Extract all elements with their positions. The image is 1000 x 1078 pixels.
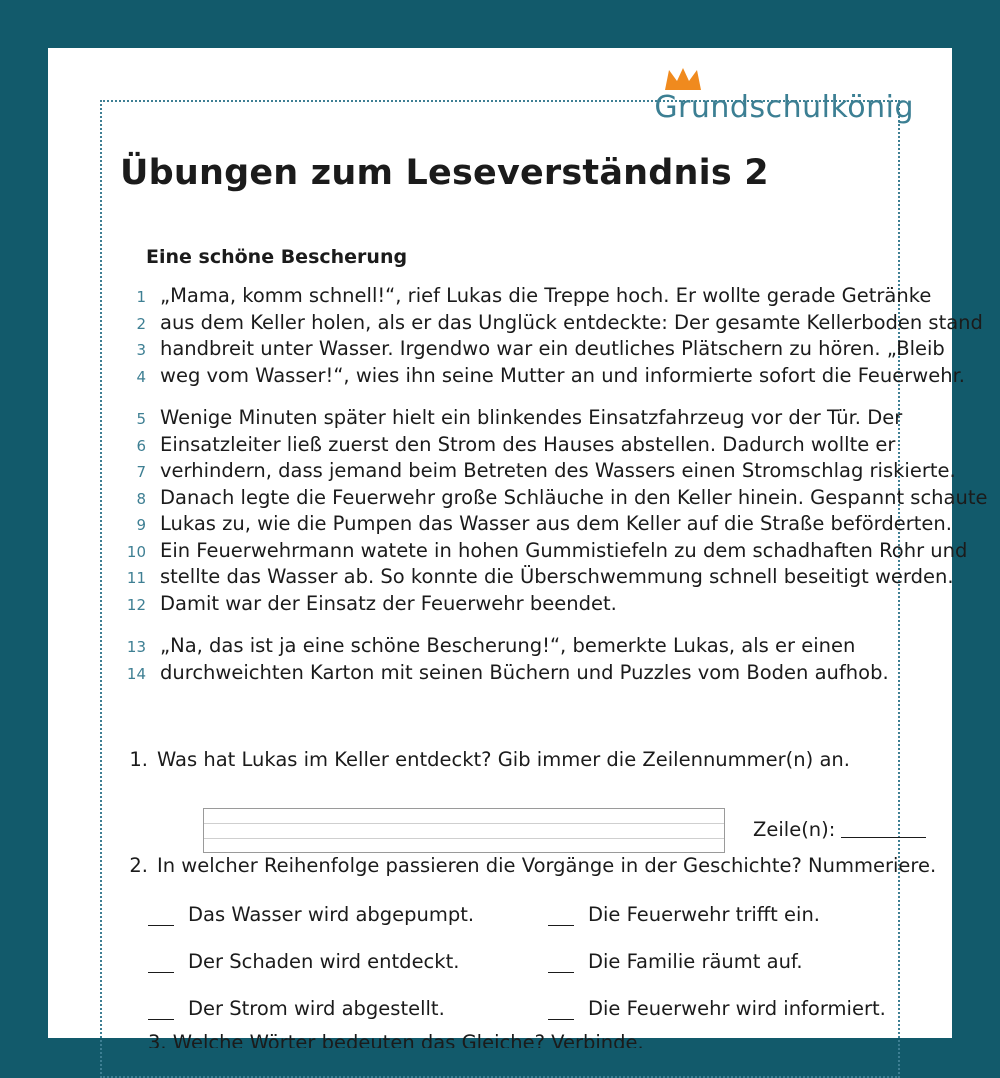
question-1 bbox=[120, 748, 940, 771]
ordering-task bbox=[148, 903, 948, 1044]
story-line bbox=[110, 565, 954, 592]
line-number-label: Zeile(n): bbox=[753, 818, 836, 841]
line-text: Wenige Minuten später hielt ein blinkendes Einsatzfahrzeug vor der Tür. Der bbox=[160, 406, 903, 429]
order-item[interactable] bbox=[548, 950, 948, 973]
story-line bbox=[110, 310, 983, 338]
page-title: Übungen zum Leseverständnis 2 bbox=[120, 153, 769, 193]
line-text: Danach legte die Feuerwehr große Schläuche in den Keller hinein. Gespannt schaute bbox=[160, 485, 988, 509]
paragraph bbox=[110, 284, 983, 390]
line-number: 5 bbox=[136, 410, 146, 428]
story-line bbox=[110, 634, 930, 661]
order-blank[interactable] bbox=[548, 964, 574, 973]
order-label: Die Feuerwehr wird informiert. bbox=[588, 997, 886, 1020]
order-item[interactable] bbox=[148, 997, 548, 1020]
order-blank[interactable] bbox=[548, 917, 574, 926]
answer-input-box[interactable] bbox=[203, 808, 725, 853]
story-line bbox=[110, 363, 965, 391]
story-line bbox=[110, 538, 968, 566]
order-blank[interactable] bbox=[548, 1011, 574, 1020]
story-text bbox=[110, 284, 988, 703]
story-line bbox=[110, 284, 930, 311]
line-number-field[interactable] bbox=[753, 818, 926, 841]
line-number: 6 bbox=[136, 436, 146, 455]
question-text: Was hat Lukas im Keller entdeckt? Gib immer die Zeilennummer(n) an. bbox=[157, 748, 850, 771]
answer-rule bbox=[204, 823, 724, 824]
order-blank[interactable] bbox=[148, 917, 174, 926]
brand-name: Grundschulkönig bbox=[654, 90, 914, 125]
line-text: aus dem Keller holen, als er das Unglück entdeckte: Der gesamte Kellerboden stand bbox=[160, 310, 983, 334]
line-number: 13 bbox=[126, 638, 146, 656]
line-text: stellte das Wasser ab. So konnte die Überschwemmung schnell beseitigt werden. bbox=[160, 565, 954, 588]
line-text: Einsatzleiter ließ zuerst den Strom des Hauses abstellen. Dadurch wollte er bbox=[160, 432, 896, 456]
brand-logo bbox=[654, 90, 914, 125]
line-text: weg vom Wasser!“, wies ihn seine Mutter an und informierte sofort die Feuerwehr. bbox=[160, 363, 965, 387]
story-line bbox=[110, 512, 952, 539]
line-number: 3 bbox=[136, 341, 146, 359]
order-row bbox=[148, 950, 948, 997]
order-item[interactable] bbox=[148, 903, 548, 926]
story-line bbox=[110, 459, 956, 486]
line-number: 4 bbox=[136, 367, 146, 386]
order-blank[interactable] bbox=[148, 964, 174, 973]
line-text: verhindern, dass jemand beim Betreten des Wassers einen Stromschlag riskierte. bbox=[160, 459, 956, 482]
crown-icon bbox=[663, 66, 703, 96]
question-number: 2. bbox=[129, 854, 148, 877]
question-3-partial: 3. Welche Wörter bedeuten das Gleiche? Verbinde. bbox=[148, 1031, 644, 1048]
answer-rule bbox=[204, 838, 724, 839]
line-number: 14 bbox=[126, 664, 146, 683]
order-label: Die Familie räumt auf. bbox=[588, 950, 803, 973]
story-line bbox=[110, 485, 988, 513]
line-number: 11 bbox=[126, 569, 146, 587]
worksheet-page bbox=[48, 48, 988, 1048]
order-label: Der Strom wird abgestellt. bbox=[188, 997, 445, 1020]
order-blank[interactable] bbox=[148, 1011, 174, 1020]
line-text: „Mama, komm schnell!“, rief Lukas die Treppe hoch. Er wollte gerade Getränke bbox=[160, 284, 932, 307]
line-number-blank[interactable] bbox=[841, 837, 926, 838]
order-label: Die Feuerwehr trifft ein. bbox=[588, 903, 821, 926]
paragraph bbox=[110, 634, 930, 687]
line-text: durchweichten Karton mit seinen Büchern und Puzzles vom Boden aufhob. bbox=[160, 660, 889, 684]
paragraph bbox=[110, 406, 988, 618]
question-number: 1. bbox=[129, 748, 148, 771]
order-label: Der Schaden wird entdeckt. bbox=[188, 950, 460, 973]
line-text: „Na, das ist ja eine schöne Bescherung!“, bemerkte Lukas, als er einen bbox=[160, 634, 856, 657]
line-number: 7 bbox=[136, 463, 146, 481]
story-line bbox=[110, 433, 930, 460]
line-number: 1 bbox=[136, 288, 146, 306]
order-label: Das Wasser wird abgepumpt. bbox=[188, 903, 475, 926]
line-number: 2 bbox=[136, 314, 146, 333]
order-item[interactable] bbox=[148, 950, 548, 973]
line-text: Ein Feuerwehrmann watete in hohen Gummistiefeln zu dem schadhaften Rohr und bbox=[160, 538, 968, 562]
story-line bbox=[110, 592, 930, 619]
question-2 bbox=[120, 854, 950, 877]
line-number: 9 bbox=[136, 516, 146, 534]
story-title: Eine schöne Bescherung bbox=[146, 246, 408, 268]
question-text: In welcher Reihenfolge passieren die Vorgänge in der Geschichte? Nummeriere. bbox=[157, 854, 937, 877]
order-item[interactable] bbox=[548, 903, 948, 926]
order-item[interactable] bbox=[548, 997, 948, 1020]
story-line bbox=[110, 337, 945, 364]
line-text: handbreit unter Wasser. Irgendwo war ein deutliches Plätschern zu hören. „Bleib bbox=[160, 337, 945, 360]
story-line bbox=[110, 661, 930, 688]
line-text: Damit war der Einsatz der Feuerwehr beendet. bbox=[160, 591, 617, 615]
order-row bbox=[148, 903, 948, 950]
line-number: 12 bbox=[126, 595, 146, 614]
line-number: 10 bbox=[126, 542, 146, 561]
line-number: 8 bbox=[136, 489, 146, 508]
story-line bbox=[110, 406, 930, 433]
line-text: Lukas zu, wie die Pumpen das Wasser aus dem Keller auf die Straße beförderten. bbox=[160, 512, 952, 535]
